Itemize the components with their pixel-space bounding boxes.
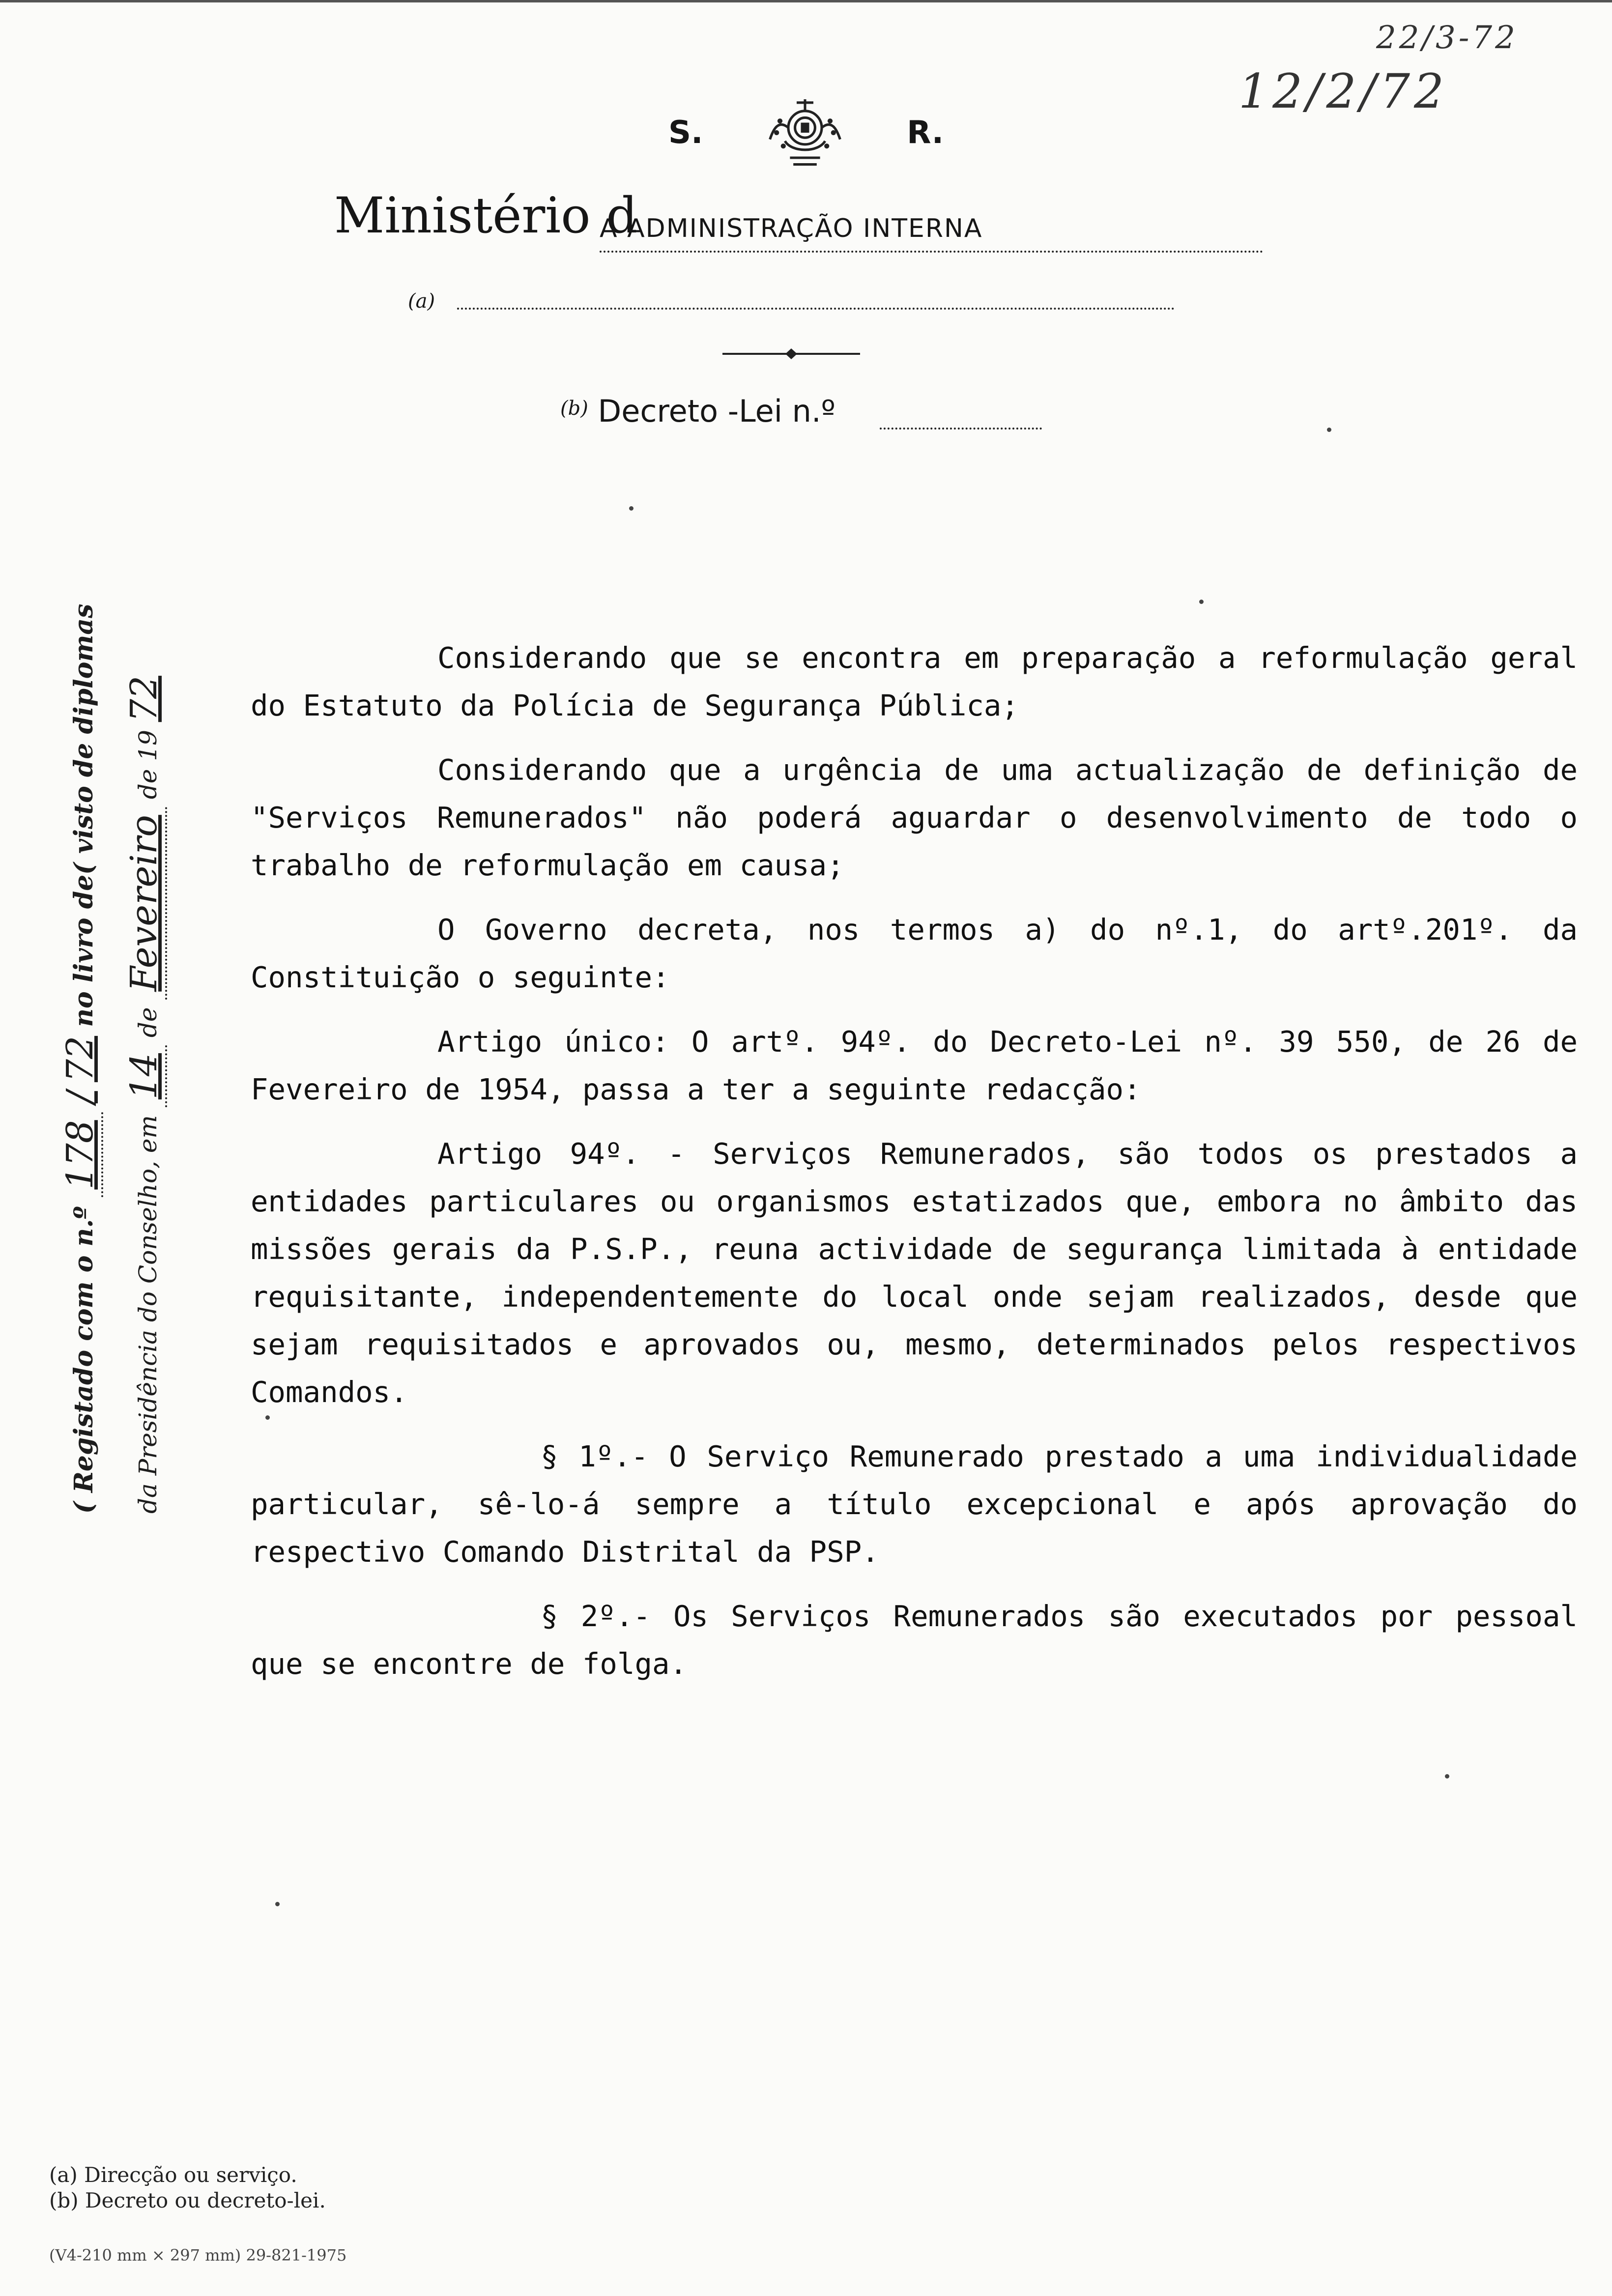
print-reference: (V4-210 mm × 297 mm) 29-821-1975 (49, 2246, 347, 2265)
margin-day-field (123, 1045, 167, 1107)
paragraph-article-94: Artigo 94º. - Serviços Remunerados, são todos os prestados a entidades particulares ou organismos estatizados que, embora no âmbito das missões gerais da P.S.P., reuna actividade de segurança limitada à entidade requisitante, independentemente do local onde sejam realizados, desde que sejam requisitados e aprovados ou, mesmo, determinados pelos respectivos Comandos. (251, 1137, 1578, 1409)
header-s: S. (668, 115, 703, 151)
ornamental-divider (722, 346, 860, 361)
header-r: R. (907, 115, 944, 151)
margin-line-1 (59, 604, 103, 1514)
paragraph-government-decrees: O Governo decreta, nos termos a) do nº.1, do artº.201º. da Constituição o seguinte: (251, 913, 1578, 994)
margin-day: 14 (123, 1053, 165, 1100)
margin-line-2-year: 72 (123, 676, 165, 722)
handwritten-annotation (1238, 20, 1543, 138)
paragraph-section-1: § 1º.- O Serviço Remunerado prestado a uma individualidade particular, sê-lo-á sempre a título excepcional e após aprovação do respectivo Comando Distrital da PSP. (251, 1439, 1578, 1569)
footnote-b: (b) Decreto ou decreto-lei. (49, 2188, 326, 2212)
margin-month: Fevereiro (123, 815, 165, 992)
handwritten-line-1: 22/3-72 (1376, 20, 1518, 56)
decree-label: Decreto -Lei n.º (598, 393, 835, 429)
scan-speck (1445, 1774, 1449, 1779)
direction-line (408, 290, 1175, 319)
header-emblem-row (668, 88, 944, 177)
ministry-name: A ADMINISTRAÇÃO INTERNA (600, 206, 1263, 253)
paragraph-considering-2: Considerando que a urgência de uma actualização de definição de "Serviços Remunerados" não poderá aguardar o desenvolvimento de todo o trabalho de reformulação em causa; (251, 753, 1578, 882)
scan-speck (1199, 600, 1204, 604)
margin-line-1-text: ( Registado com o n.º (69, 1206, 99, 1514)
scan-speck (629, 506, 633, 511)
paragraph-considering-1: Considerando que se encontra em preparação a reformulação geral do Estatuto da Polícia de Segurança Pública; (251, 641, 1578, 722)
ministry-label: Ministério d (334, 187, 638, 244)
margin-registration-note (25, 590, 172, 1514)
margin-line-2-text: da Presidência do Conselho, em (134, 1115, 162, 1514)
direction-dotted-field (457, 308, 1175, 310)
scan-speck (275, 1902, 280, 1906)
footnotes (49, 2162, 639, 2221)
footnote-a: (a) Direcção ou serviço. (49, 2163, 297, 2187)
margin-number: 178 (59, 1120, 101, 1190)
margin-year: 72 (59, 1035, 101, 1083)
paragraph-section-2: § 2º.- Os Serviços Remunerados são executados por pessoal que se encontre de folga. (251, 1599, 1578, 1681)
margin-de: de (134, 1007, 162, 1038)
margin-month-field (123, 807, 167, 999)
top-edge-line (0, 0, 1612, 2)
margin-line-2 (123, 676, 167, 1514)
margin-slash: / (59, 1091, 101, 1104)
decree-number-line (560, 393, 1052, 437)
scan-speck (1327, 428, 1331, 432)
paragraph-sole-article: Artigo único: O artº. 94º. do Decreto-Lei nº. 39 550, de 26 de Fevereiro de 1954, passa a ter a seguinte redacção: (251, 1025, 1578, 1106)
direction-line-label: (a) (408, 290, 435, 313)
margin-line-1-tail: no livro de( visto de diplomas (69, 603, 99, 1027)
coat-of-arms-icon (763, 91, 847, 174)
margin-number-field (59, 1112, 103, 1197)
decree-label-b: (b) (560, 397, 588, 420)
scan-speck (265, 1415, 270, 1420)
margin-line-2-tail: de 19 (134, 730, 162, 800)
decree-dotted-field (880, 428, 1042, 430)
ministry-heading (334, 187, 1268, 260)
handwritten-line-2: 12/2/72 (1238, 64, 1448, 119)
decree-body (251, 634, 1578, 1715)
